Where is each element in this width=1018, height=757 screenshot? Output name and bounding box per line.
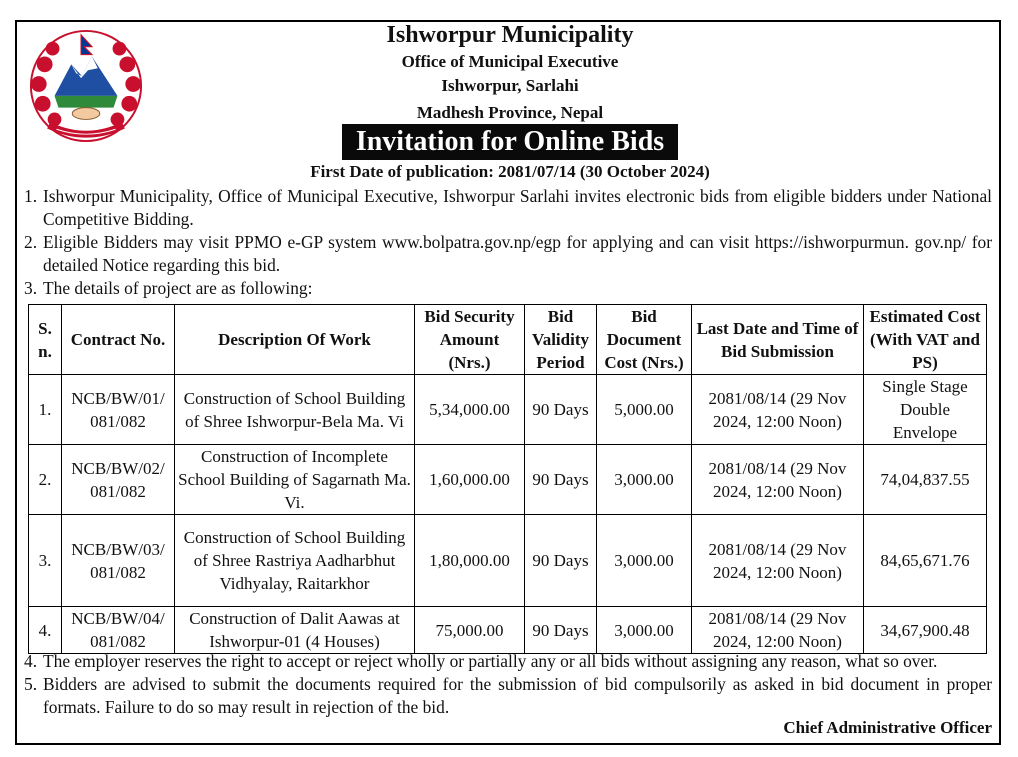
paragraph-3 bbox=[24, 277, 992, 300]
table-row bbox=[29, 445, 987, 515]
paragraph-number: 3. bbox=[24, 278, 38, 298]
cell-contract-no: NCB/BW/03/ 081/082 bbox=[62, 515, 175, 607]
table-row bbox=[29, 375, 987, 445]
paragraph-number: 4. bbox=[24, 651, 38, 671]
header-bid-validity: Bid Validity Period bbox=[525, 305, 597, 375]
office-name: Office of Municipal Executive bbox=[401, 52, 619, 71]
cell-description: Construction of School Building of Shree Ishworpur-Bela Ma. Vi bbox=[175, 375, 415, 445]
cell-document-cost: 3,000.00 bbox=[597, 607, 692, 654]
cell-bid-validity: 90 Days bbox=[525, 607, 597, 654]
cell-document-cost: 3,000.00 bbox=[597, 445, 692, 515]
paragraph-number: 1. bbox=[24, 186, 38, 206]
cell-contract-no: NCB/BW/01/ 081/082 bbox=[62, 375, 175, 445]
cell-serial: 3. bbox=[29, 515, 62, 607]
header-estimated-cost: Estimated Cost (With VAT and PS) bbox=[864, 305, 987, 375]
table-row bbox=[29, 515, 987, 607]
organization-name: Ishworpur Municipality bbox=[386, 22, 634, 48]
paragraph-5 bbox=[24, 673, 992, 719]
cell-last-date: 2081/08/14 (29 Nov 2024, 12:00 Noon) bbox=[692, 515, 864, 607]
header-bid-security: Bid Security Amount (Nrs.) bbox=[415, 305, 525, 375]
cell-document-cost: 5,000.00 bbox=[597, 375, 692, 445]
paragraph-2 bbox=[24, 231, 992, 277]
cell-estimated-cost: 74,04,837.55 bbox=[864, 445, 987, 515]
notice-banner bbox=[180, 124, 840, 160]
cell-contract-no: NCB/BW/02/ 081/082 bbox=[62, 445, 175, 515]
header-document-cost: Bid Document Cost (Nrs.) bbox=[597, 305, 692, 375]
cell-last-date: 2081/08/14 (29 Nov 2024, 12:00 Noon) bbox=[692, 445, 864, 515]
header-description: Description Of Work bbox=[175, 305, 415, 375]
cell-estimated-cost: Single Stage Double Envelope bbox=[864, 375, 987, 445]
notice-title: Invitation for Online Bids bbox=[342, 124, 678, 160]
paragraph-text: The employer reserves the right to accept or reject wholly or partially any or all bids without assigning any reason, what so over. bbox=[43, 651, 938, 671]
publication-date: First Date of publication: 2081/07/14 (30 October 2024) bbox=[310, 162, 710, 181]
cell-estimated-cost: 84,65,671.76 bbox=[864, 515, 987, 607]
cell-document-cost: 3,000.00 bbox=[597, 515, 692, 607]
province-name: Madhesh Province, Nepal bbox=[416, 103, 604, 122]
cell-bid-validity: 90 Days bbox=[525, 445, 597, 515]
header-contract-no: Contract No. bbox=[62, 305, 175, 375]
cell-description: Construction of School Building of Shree Rastriya Aadharbhut Vidhyalay, Raitarkhor bbox=[175, 515, 415, 607]
table-header-row bbox=[29, 305, 987, 375]
cell-description: Construction of Dalit Aawas at Ishworpur-01 (4 Houses) bbox=[175, 607, 415, 654]
paragraph-number: 5. bbox=[24, 674, 38, 694]
paragraph-text: The details of project are as following: bbox=[43, 278, 313, 298]
cell-serial: 4. bbox=[29, 607, 62, 654]
cell-bid-security: 75,000.00 bbox=[415, 607, 525, 654]
cell-description: Construction of Incomplete School Building of Sagarnath Ma. Vi. bbox=[175, 445, 415, 515]
paragraph-text: Eligible Bidders may visit PPMO e-GP system www.bolpatra.gov.np/egp for applying and can visit https://ishworpurmun. gov.np/ for detailed Notice regarding this bid. bbox=[43, 232, 992, 275]
cell-last-date: 2081/08/14 (29 Nov 2024, 12:00 Noon) bbox=[692, 375, 864, 445]
cell-last-date: 2081/08/14 (29 Nov 2024, 12:00 Noon) bbox=[692, 607, 864, 654]
header-serial: S. n. bbox=[29, 305, 62, 375]
cell-serial: 2. bbox=[29, 445, 62, 515]
paragraph-text: Bidders are advised to submit the documents required for the submission of bid compulsorily as asked in bid document in proper formats. Failure to do so may result in rejection of the bid. bbox=[43, 674, 992, 717]
header-last-date: Last Date and Time of Bid Submission bbox=[692, 305, 864, 375]
paragraph-4 bbox=[24, 650, 992, 673]
bids-table bbox=[28, 304, 987, 654]
paragraph-text: Ishworpur Municipality, Office of Municipal Executive, Ishworpur Sarlahi invites electronic bids from eligible bidders under National Competitive Bidding. bbox=[43, 186, 992, 229]
office-location: Ishworpur, Sarlahi bbox=[441, 76, 579, 95]
paragraph-1 bbox=[24, 185, 992, 231]
cell-bid-security: 1,80,000.00 bbox=[415, 515, 525, 607]
nepal-emblem-icon bbox=[27, 27, 145, 145]
table-row bbox=[29, 607, 987, 654]
paragraph-number: 2. bbox=[24, 232, 38, 252]
cell-bid-security: 5,34,000.00 bbox=[415, 375, 525, 445]
cell-bid-validity: 90 Days bbox=[525, 515, 597, 607]
cell-serial: 1. bbox=[29, 375, 62, 445]
cell-bid-security: 1,60,000.00 bbox=[415, 445, 525, 515]
signature-title: Chief Administrative Officer bbox=[783, 718, 992, 737]
cell-estimated-cost: 34,67,900.48 bbox=[864, 607, 987, 654]
cell-contract-no: NCB/BW/04/ 081/082 bbox=[62, 607, 175, 654]
cell-bid-validity: 90 Days bbox=[525, 375, 597, 445]
